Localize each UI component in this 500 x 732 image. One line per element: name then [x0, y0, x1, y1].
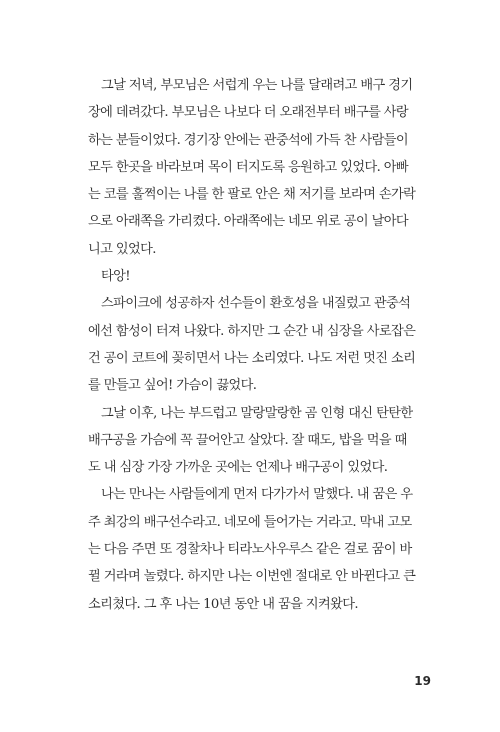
- text-line: 뀔 거라며 놀렸다. 하지만 나는 이번엔 절대로 안 바뀐다고 큰: [88, 569, 416, 585]
- text-line: 를 만들고 싶어! 가슴이 끓었다.: [88, 378, 257, 394]
- text-line: 소리쳤다. 그 후 나는 10년 동안 내 꿈을 지켜왔다.: [88, 596, 359, 612]
- text-line: 그날 이후, 나는 부드럽고 말랑말랑한 곰 인형 대신 탄탄한: [101, 405, 413, 421]
- text-line: 배구공을 가슴에 꼭 끌어안고 살았다. 잘 때도, 밥을 먹을 때: [88, 432, 407, 448]
- text-line: 는 코를 훌쩍이는 나를 한 팔로 안은 채 저기를 보라며 손가락: [88, 187, 416, 203]
- text-line: 그날 저녁, 부모님은 서럽게 우는 나를 달래려고 배구 경기: [101, 78, 413, 93]
- body-text: [88, 72, 416, 618]
- text-line: 건 공이 코트에 꽂히면서 나는 소리였다. 나도 저런 멋진 소리: [88, 350, 416, 366]
- page-number: 19: [414, 674, 431, 688]
- text-line: 스파이크에 성공하자 선수들이 환호성을 내질렀고 관중석: [101, 296, 411, 312]
- text-line: 모두 한곳을 바라보며 목이 터지도록 응원하고 있었다. 아빠: [88, 159, 409, 175]
- text-line: 니고 있었다.: [88, 241, 156, 257]
- text-line: 으로 아래쪽을 가리켰다. 아래쪽에는 네모 위로 공이 날아다: [88, 214, 409, 230]
- text-line: 주 최강의 배구선수라고. 네모에 들어가는 거라고. 막내 고모: [88, 514, 412, 530]
- text-line: 에선 함성이 터져 나왔다. 하지만 그 순간 내 심장을 사로잡은: [88, 323, 416, 339]
- text-line: 장에 데려갔다. 부모님은 나보다 더 오래전부터 배구를 사랑: [88, 105, 409, 121]
- text-line: 나는 만나는 사람들에게 먼저 다가가서 말했다. 내 꿈은 우: [101, 487, 413, 503]
- text-line: 도 내 심장 가장 가까운 곳에는 언제나 배구공이 있었다.: [88, 460, 388, 476]
- text-line: 하는 분들이었다. 경기장 안에는 관중석에 가득 찬 사람들이: [88, 132, 409, 148]
- text-line: 는 다음 주면 또 경찰차나 티라노사우루스 같은 걸로 꿈이 바: [88, 542, 412, 558]
- text-line: 타앙!: [101, 269, 130, 285]
